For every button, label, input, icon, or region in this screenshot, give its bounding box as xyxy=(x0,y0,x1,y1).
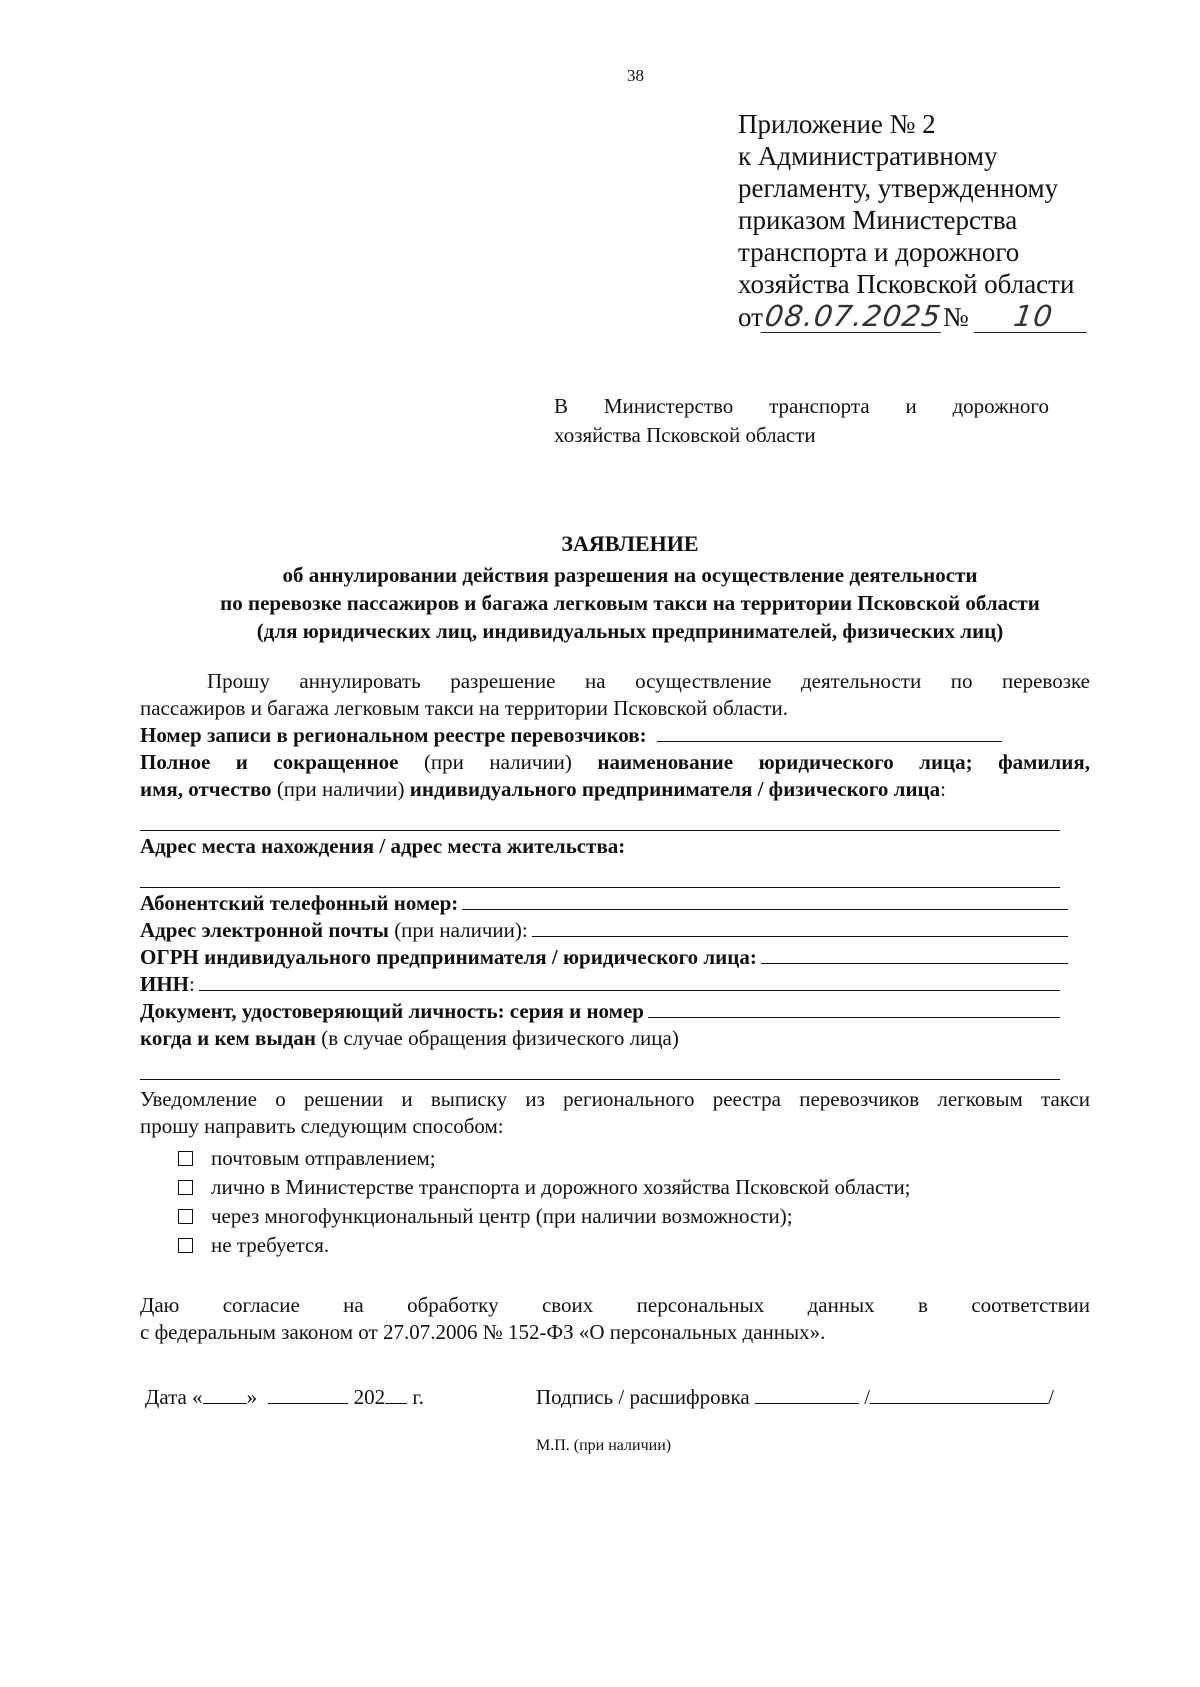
option-label: не требуется. xyxy=(211,1233,330,1257)
ogrn-blank[interactable] xyxy=(761,945,1068,964)
appendix-block xyxy=(738,108,1088,333)
doc-issued-label xyxy=(140,1025,1090,1052)
doc-blank[interactable] xyxy=(648,999,1060,1018)
email-label-note: (при наличии): xyxy=(394,918,528,942)
phone-field[interactable] xyxy=(140,890,1068,917)
delivery-option[interactable] xyxy=(178,1202,1090,1231)
signature-field[interactable] xyxy=(536,1384,1054,1411)
notify-line: прошу направить следующим способом: xyxy=(140,1114,504,1138)
consent-block xyxy=(140,1292,1090,1346)
signature-blank[interactable] xyxy=(755,1385,859,1404)
title-heading: ЗАЯВЛЕНИЕ xyxy=(561,531,699,556)
option-label: почтовым отправлением; xyxy=(211,1146,436,1170)
stamp-note: М.П. (при наличии) xyxy=(536,1437,672,1454)
option-label: через многофункциональный центр (при наличии возможности); xyxy=(211,1204,793,1228)
date-field[interactable] xyxy=(145,1384,424,1411)
intro-line: пассажиров и багажа легковым такси на территории Псковской области. xyxy=(140,696,789,720)
consent-line: Даю согласие на обработку своих персональных данных в соответствии xyxy=(140,1293,1090,1317)
name-label-d: имя, отчество xyxy=(140,777,272,801)
slash: / xyxy=(864,1385,871,1409)
checkbox[interactable] xyxy=(178,1151,193,1166)
slash: / xyxy=(1048,1385,1054,1409)
date-signature-row xyxy=(140,1384,1090,1414)
page-number: 38 xyxy=(627,66,644,85)
handwritten-date: 08.07.2025 xyxy=(762,299,944,333)
appendix-date-number-line xyxy=(738,300,1088,333)
doc-issued-note: (в случае обращения физического лица) xyxy=(321,1026,679,1050)
email-blank[interactable] xyxy=(532,918,1068,937)
inn-field[interactable] xyxy=(140,971,1060,998)
ogrn-field[interactable] xyxy=(140,944,1068,971)
checkbox[interactable] xyxy=(178,1209,193,1224)
name-blank[interactable] xyxy=(140,803,1060,831)
appendix-line: Приложение № 2 xyxy=(738,109,936,139)
year-blank[interactable] xyxy=(385,1385,407,1404)
notify-line: Уведомление о решении и выписку из регионального реестра перевозчиков легковым такси xyxy=(140,1087,1090,1111)
appendix-line: приказом Министерства xyxy=(738,205,1018,235)
name-label-f: индивидуального предпринимателя / физического лица xyxy=(409,777,941,801)
address-label-text: Адрес места нахождения / адрес места жительства: xyxy=(140,834,626,858)
name-colon: : xyxy=(940,777,946,801)
signature-label: Подпись / расшифровка xyxy=(536,1385,750,1409)
delivery-option[interactable] xyxy=(178,1231,1090,1260)
registry-label: Номер записи в региональном реестре перевозчиков: xyxy=(140,723,647,747)
option-label: лично в Министерстве транспорта и дорожного хозяйства Псковской области; xyxy=(211,1175,911,1199)
address-label xyxy=(140,833,1090,860)
number-sign: № xyxy=(943,302,969,332)
appendix-line: регламенту, утвержденному xyxy=(738,173,1059,203)
from-prefix: от xyxy=(738,302,763,332)
checkbox[interactable] xyxy=(178,1238,193,1253)
name-label-c: наименование юридического лица; фамилия, xyxy=(597,750,1091,774)
handwritten-number: 10 xyxy=(973,300,1091,333)
addressee-line: В Министерство транспорта и дорожного xyxy=(554,394,1049,418)
intro-line: Прошу аннулировать разрешение на осуществление деятельности по перевозке xyxy=(207,669,1090,693)
title-line: по перевозке пассажиров и багажа легковым такси на территории Псковской области xyxy=(220,591,1040,615)
name-label-b: (при наличии) xyxy=(423,750,572,774)
doc-issued-bold: когда и кем выдан xyxy=(140,1026,316,1050)
day-blank[interactable] xyxy=(203,1385,247,1404)
doc-field[interactable] xyxy=(140,998,1060,1025)
ogrn-label: ОГРН индивидуального предпринимателя / юридического лица: xyxy=(140,945,757,969)
addressee-line: хозяйства Псковской области xyxy=(554,423,816,447)
date-suffix: г. xyxy=(412,1385,424,1409)
checkbox[interactable] xyxy=(178,1180,193,1195)
inn-blank[interactable] xyxy=(199,972,1060,991)
phone-label: Абонентский телефонный номер: xyxy=(140,891,459,915)
doc-label: Документ, удостоверяющий личность: серия и номер xyxy=(140,999,644,1023)
name-decode-blank[interactable] xyxy=(870,1385,1048,1404)
title-line: об аннулировании действия разрешения на осуществление деятельности xyxy=(282,563,978,587)
document-title xyxy=(140,530,1120,645)
date-prefix: Дата « xyxy=(145,1385,203,1409)
form-body xyxy=(140,668,1090,1459)
inn-colon: : xyxy=(189,972,195,996)
email-field[interactable] xyxy=(140,917,1068,944)
name-label-a: Полное и сокращенное xyxy=(140,750,399,774)
registry-blank[interactable] xyxy=(657,723,1002,742)
date-mid: » xyxy=(246,1385,258,1409)
doc-issued-blank[interactable] xyxy=(140,1052,1060,1080)
date-year: 202 xyxy=(353,1385,386,1409)
name-label-e: (при наличии) xyxy=(276,777,405,801)
addressee xyxy=(554,392,1049,450)
registry-field[interactable] xyxy=(140,722,1090,749)
phone-blank[interactable] xyxy=(462,891,1068,910)
consent-line: с федеральным законом от 27.07.2006 № 152-ФЗ «О персональных данных». xyxy=(140,1320,826,1344)
address-blank[interactable] xyxy=(140,860,1060,888)
name-label xyxy=(140,749,1090,776)
name-label-cont xyxy=(140,776,1090,803)
month-blank[interactable] xyxy=(268,1385,348,1404)
inn-label: ИНН xyxy=(140,972,190,996)
appendix-line: к Административному xyxy=(738,141,998,171)
delivery-option[interactable] xyxy=(178,1173,1090,1202)
delivery-options xyxy=(178,1144,1090,1260)
appendix-line: хозяйства Псковской области xyxy=(738,269,1075,299)
email-label: Адрес электронной почты xyxy=(140,918,389,942)
delivery-option[interactable] xyxy=(178,1144,1090,1173)
title-line: (для юридических лиц, индивидуальных предпринимателей, физических лиц) xyxy=(256,619,1004,643)
appendix-line: транспорта и дорожного xyxy=(738,237,1020,267)
